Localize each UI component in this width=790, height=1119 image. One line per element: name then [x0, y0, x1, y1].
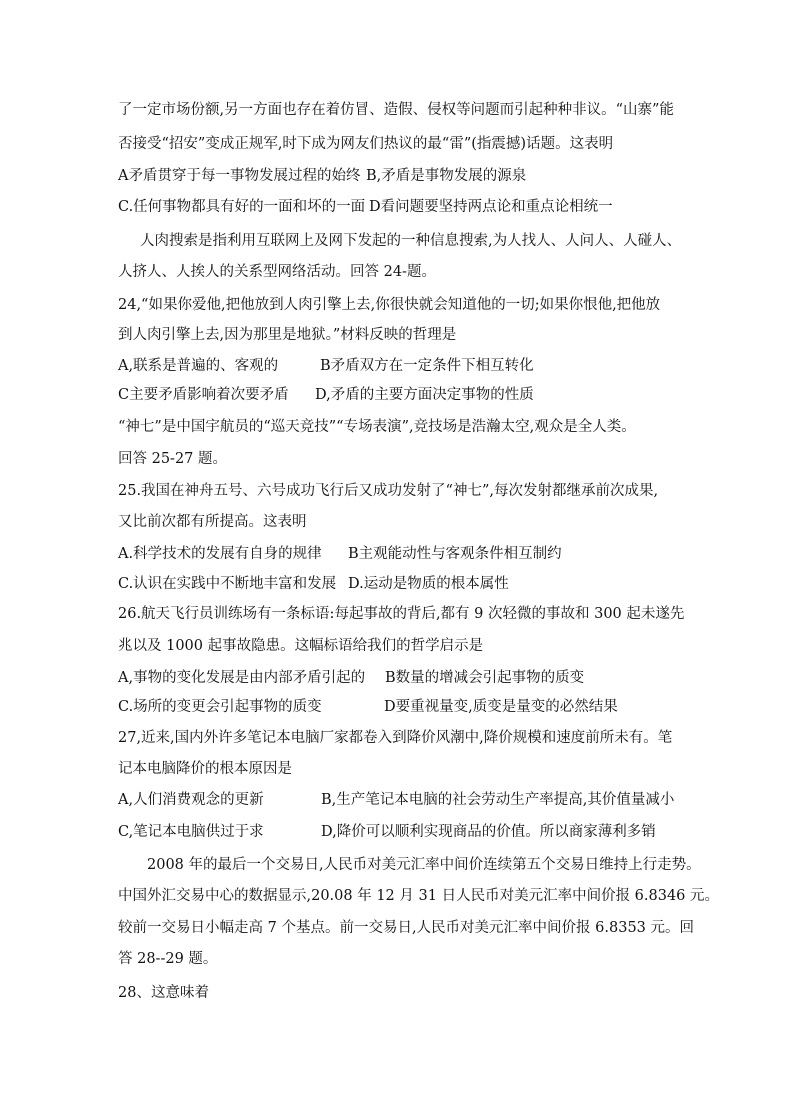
option-row [118, 385, 534, 405]
option-row [118, 790, 674, 810]
question-line: 又比前次都有所提高。这表明 [118, 514, 307, 530]
option-c: C,笔记本电脑供过于求 [118, 824, 264, 840]
paragraph-line: 中国外汇交易中心的数据显示,20.08 年 12 月 31 日人民币对美元汇率中间价报 6.8346 元。 [118, 888, 720, 904]
option-d: D.运动是物质的根本属性 [348, 576, 509, 592]
option-b: B主观能动性与客观条件相互制约 [348, 546, 562, 562]
option-a: A,联系是普遍的、客观的 [118, 358, 279, 374]
option-row [118, 356, 534, 376]
paragraph-line: 较前一交易日小幅走高 7 个基点。前一交易日,人民币对美元汇率中间价报 6.8353 元。回 [118, 920, 695, 936]
paragraph-line: 回答 25-27 题。 [118, 451, 228, 467]
option-a: A,人们消费观念的更新 [118, 792, 264, 808]
question-line: 记本电脑降价的根本原因是 [118, 761, 292, 777]
paragraph-line: 了一定市场份额,另一方面也存在着仿冒、造假、侵权等问题而引起种种非议。“山寨”能 [118, 102, 674, 118]
option-a: A,事物的变化发展是由内部矛盾引起的 [118, 670, 366, 686]
option-row [118, 697, 618, 717]
question-line: 24,“如果你爱他,把他放到人肉引擎上去,你很快就会知道他的一切;如果你恨他,把他放 [118, 297, 661, 313]
option-row [118, 822, 656, 842]
option-c: C.任何事物都具有好的一面和坏的一面 [118, 199, 366, 215]
option-row [118, 668, 584, 688]
paragraph-line: 否接受“招安”变成正规军,时下成为网友们热议的最“雷”(指震撼)话题。这表明 [118, 136, 614, 152]
option-b: B,矛盾是事物发展的源泉 [366, 168, 527, 184]
question-line: 28、这意味着 [118, 985, 209, 1001]
option-d: D要重视量变,质变是量变的必然结果 [384, 699, 618, 715]
question-line: 25.我国在神舟五号、六号成功飞行后又成功发射了“神七”,每次发射都继承前次成果, [118, 483, 659, 499]
question-line: 兆以及 1000 起事故隐患。这幅标语给我们的哲学启示是 [118, 638, 484, 654]
option-row [118, 574, 509, 594]
option-d: D看问题要坚持两点论和重点论相统一 [369, 199, 613, 215]
option-d: D,矛盾的主要方面决定事物的性质 [315, 387, 534, 403]
question-line: 27,近来,国内外许多笔记本电脑厂家都卷入到降价风潮中,降价规模和速度前所未有。笔 [118, 730, 673, 746]
option-row [118, 544, 562, 564]
option-row [118, 166, 526, 186]
paragraph-line: 人肉搜索是指利用互联网上及网下发起的一种信息搜索,为人找人、人问人、人碰人、 [140, 233, 682, 249]
option-b: B矛盾双方在一定条件下相互转化 [320, 358, 534, 374]
option-row [118, 197, 613, 217]
option-a: A.科学技术的发展有自身的规律 [118, 546, 322, 562]
paragraph-line: 人挤人、人挨人的关系型网络活动。回答 24-题。 [118, 264, 436, 280]
question-line: 到人肉引擎上去,因为那里是地狱。”材料反映的哲理是 [118, 327, 457, 343]
paragraph-line: “神七”是中国宇航员的“巡天竞技”“专场表演”,竞技场是浩瀚太空,观众是全人类。 [118, 419, 636, 435]
option-d: D,降价可以顺利实现商品的价值。所以商家薄利多销 [321, 824, 656, 840]
option-c: C主要矛盾影响着次要矛盾 [118, 387, 289, 403]
paragraph-line: 2008 年的最后一个交易日,人民币对美元汇率中间价连续第五个交易日维持上行走势。 [147, 857, 701, 873]
question-line: 26.航天飞行员训练场有一条标语:每起事故的背后,都有 9 次轻微的事故和 300 起未遂先 [118, 606, 685, 622]
option-b: B数量的增减会引起事物的质变 [385, 670, 585, 686]
option-b: B,生产笔记本电脑的社会劳动生产率提高,其价值量减小 [321, 792, 675, 808]
option-c: C.认识在实践中不断地丰富和发展 [118, 576, 337, 592]
option-c: C.场所的变更会引起事物的质变 [118, 699, 322, 715]
option-a: A矛盾贯穿于每一事物发展过程的始终 [118, 168, 361, 184]
paragraph-line: 答 28--29 题。 [118, 951, 218, 967]
